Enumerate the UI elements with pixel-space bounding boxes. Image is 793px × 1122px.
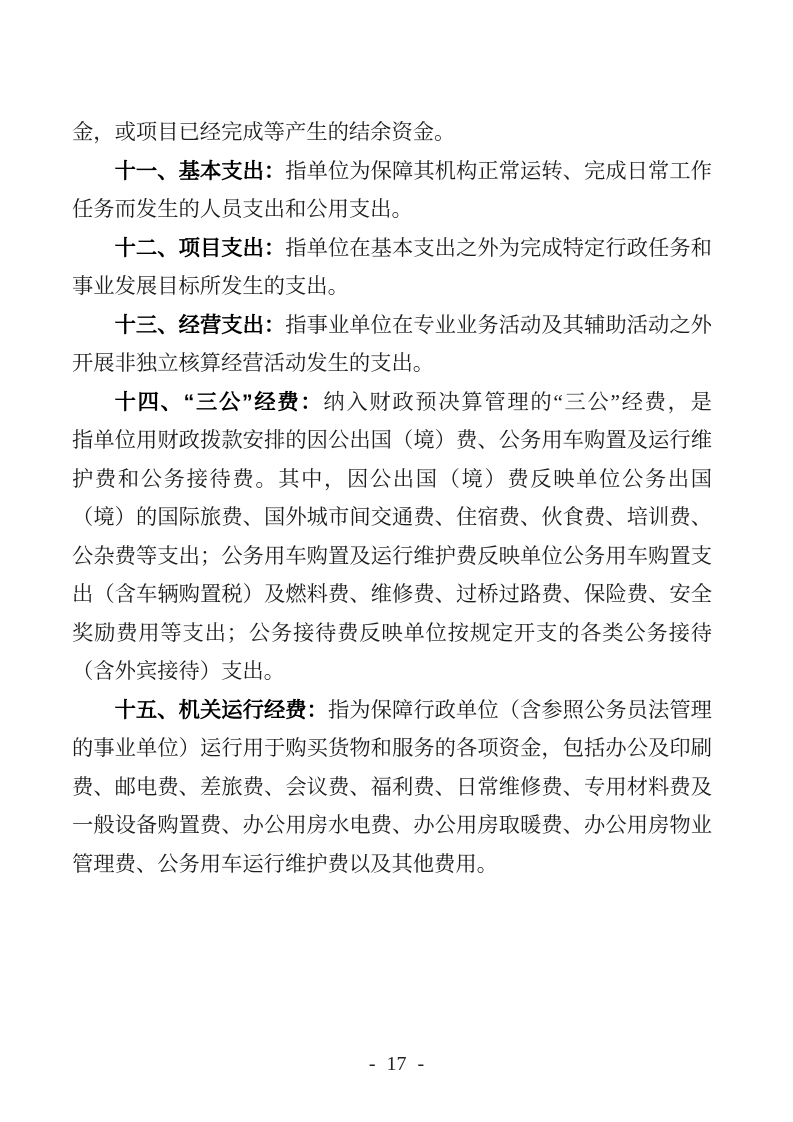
line-text: 护费和公务接待费。其中，因公出国（境）费反映单位公务出国 <box>72 466 712 491</box>
line-text: 指事业单位在专业业务活动及其辅助活动之外 <box>285 312 712 337</box>
text-line <box>72 652 712 691</box>
text-line <box>72 691 712 730</box>
line-text: 公杂费等支出；公务用车购置及运行维护费反映单位公务用车购置支 <box>72 543 712 568</box>
text-line <box>72 729 712 768</box>
text-line <box>72 113 712 152</box>
text-line <box>72 344 712 383</box>
line-text: 一般设备购置费、办公用房水电费、办公用房取暖费、办公用房物业 <box>72 813 712 837</box>
line-text: 金，或项目已经完成等产生的结余资金。 <box>72 120 456 144</box>
line-text: 管理费、公务用车运行维护费以及其他费用。 <box>72 851 498 876</box>
line-text: 开展非独立核算经营活动发生的支出。 <box>72 351 435 375</box>
line-text: （境）的国际旅费、国外城市间交通费、住宿费、伙食费、培训费、 <box>72 505 712 529</box>
text-line <box>72 306 712 345</box>
line-text: 指为保障行政单位（含参照公务员法管理 <box>327 697 712 722</box>
text-line <box>72 498 712 537</box>
text-line <box>72 806 712 845</box>
line-text: 指单位为保障其机构正常运转、完成日常工作 <box>285 158 712 183</box>
term-heading: 十一、基本支出： <box>114 158 286 183</box>
text-line <box>72 460 712 499</box>
text-line <box>72 537 712 576</box>
line-text: 指单位用财政拨款安排的因公出国（境）费、公务用车购置及运行维 <box>72 428 712 452</box>
line-text: 指单位在基本支出之外为完成特定行政任务和 <box>285 235 712 260</box>
line-text: 任务而发生的人员支出和公用支出。 <box>72 197 413 221</box>
text-line <box>72 152 712 191</box>
term-heading: 十二、项目支出： <box>114 235 286 260</box>
line-text: 奖励费用等支出；公务接待费反映单位按规定开支的各类公务接待 <box>72 620 712 645</box>
text-line <box>72 267 712 306</box>
line-text: 出（含车辆购置税）及燃料费、维修费、过桥过路费、保险费、安全 <box>72 582 712 606</box>
line-text: （含外宾接待）支出。 <box>72 659 285 683</box>
line-text: 费、邮电费、差旅费、会议费、福利费、日常维修费、专用材料费及 <box>72 774 712 799</box>
line-text: 事业发展目标所发生的支出。 <box>72 274 349 298</box>
text-line <box>72 421 712 460</box>
text-line <box>72 229 712 268</box>
text-line <box>72 614 712 653</box>
line-text: 的事业单位）运行用于购买货物和服务的各项资金，包括办公及印刷 <box>72 736 712 760</box>
line-text: 纳入财政预决算管理的“三公”经费，是 <box>323 389 712 414</box>
text-line <box>72 383 712 422</box>
term-heading: 十四、“三公”经费： <box>114 389 324 414</box>
term-heading: 十三、经营支出： <box>114 312 286 337</box>
text-line <box>72 845 712 884</box>
document-body <box>72 113 712 883</box>
term-heading: 十五、机关运行经费： <box>114 697 328 722</box>
text-line <box>72 575 712 614</box>
text-line <box>72 768 712 807</box>
text-line <box>72 190 712 229</box>
page-number: - 17 - <box>368 1053 425 1075</box>
